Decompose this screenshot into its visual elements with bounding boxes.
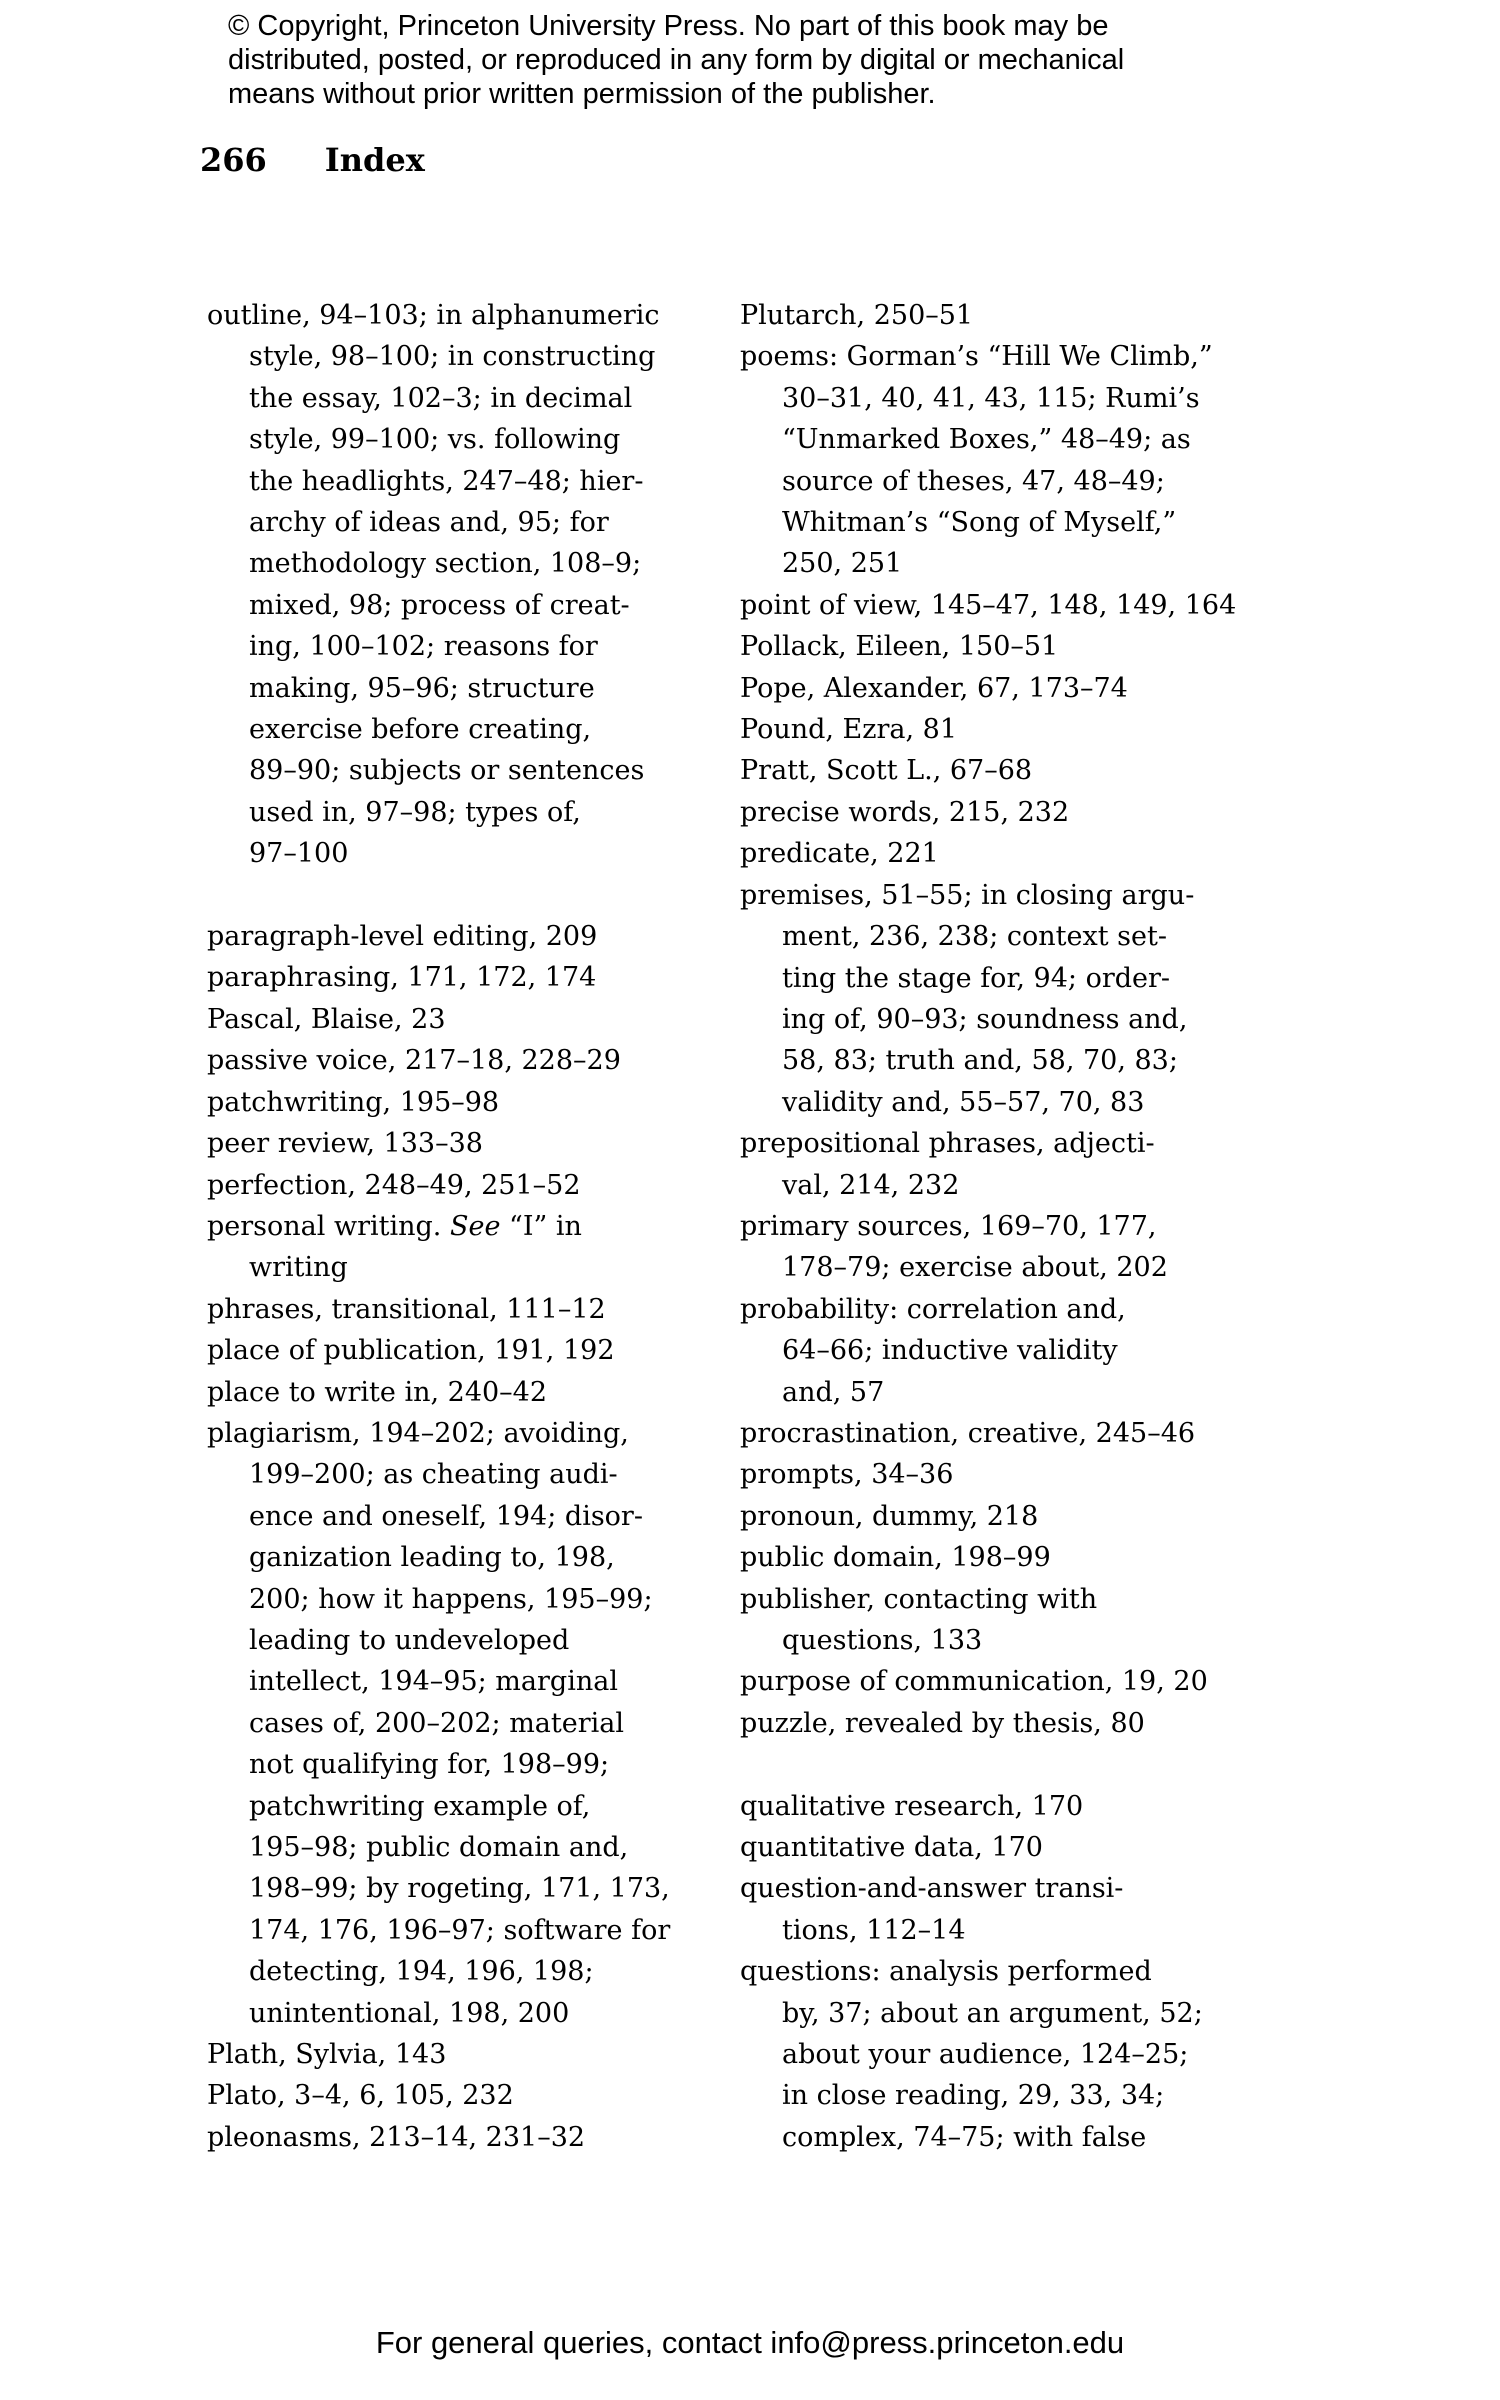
index-entry-line: puzzle, revealed by thesis, 80 <box>740 1707 1145 1739</box>
index-entry-line: purpose of communication, 19, 20 <box>740 1666 1208 1698</box>
index-entry-line: phrases, transitional, 111–12 <box>207 1293 606 1325</box>
index-line-continuation: about your audience, 124–25; <box>782 2039 1189 2071</box>
index-line-continuation: 174, 176, 196–97; software for <box>249 1914 671 1946</box>
copyright-line: distributed, posted, or reproduced in any form by digital or mechanical <box>228 44 1125 76</box>
index-line-continuation: tions, 112–14 <box>782 1914 966 1946</box>
index-entry-line: Pollack, Eileen, 150–51 <box>740 631 1059 663</box>
index-entry-line: Pound, Ezra, 81 <box>740 714 958 746</box>
index-entry-line: Plato, 3–4, 6, 105, 232 <box>207 2080 514 2112</box>
index-entry-line: outline, 94–103; in alphanumeric <box>207 300 660 331</box>
index-entry-line: prompts, 34–36 <box>740 1459 954 1491</box>
index-entry-line: predicate, 221 <box>740 838 939 870</box>
index-line-continuation: validity and, 55–57, 70, 83 <box>782 1086 1145 1118</box>
index-line-continuation: ting the stage for, 94; order- <box>782 962 1171 994</box>
page-title: Index <box>324 141 425 179</box>
index-entry-line: Pratt, Scott L., 67–68 <box>740 755 1033 787</box>
index-entry-line: quantitative data, 170 <box>740 1832 1043 1864</box>
index-entry-line: Pope, Alexander, 67, 173–74 <box>740 672 1128 704</box>
index-line-continuation: 195–98; public domain and, <box>249 1832 629 1864</box>
index-entry-line: peer review, 133–38 <box>207 1128 483 1160</box>
index-line-continuation: exercise before creating, <box>249 714 592 746</box>
index-entry-line: questions: analysis performed <box>740 1956 1152 1988</box>
index-entry-line: qualitative research, 170 <box>740 1790 1084 1822</box>
index-entry-line: passive voice, 217–18, 228–29 <box>207 1045 621 1077</box>
index-line-continuation: 58, 83; truth and, 58, 70, 83; <box>782 1045 1178 1077</box>
index-entry-line: place of publication, 191, 192 <box>207 1335 615 1367</box>
index-line-continuation: ence and oneself, 194; disor- <box>249 1500 643 1532</box>
index-entry-line: point of view, 145–47, 148, 149, 164 <box>740 589 1237 621</box>
index-line-continuation: by, 37; about an argument, 52; <box>782 1997 1203 2029</box>
index-entry-line: pleonasms, 213–14, 231–32 <box>207 2121 586 2153</box>
index-line-continuation: detecting, 194, 196, 198; <box>249 1956 594 1988</box>
index-line-continuation: the headlights, 247–48; hier- <box>249 465 644 497</box>
index-line-continuation: 97–100 <box>249 838 349 870</box>
index-line-continuation: and, 57 <box>782 1376 885 1408</box>
index-line-continuation: mixed, 98; process of creat- <box>249 589 630 621</box>
index-line-continuation: source of theses, 47, 48–49; <box>782 465 1165 497</box>
index-entry-line: question-and-answer transi- <box>740 1873 1124 1905</box>
index-line-continuation: style, 98–100; in constructing <box>249 341 656 373</box>
index-line-continuation: 199–200; as cheating audi- <box>249 1459 618 1491</box>
index-line-continuation: style, 99–100; vs. following <box>249 424 621 456</box>
index-entry-line: premises, 51–55; in closing argu- <box>740 879 1195 911</box>
index-line-continuation: 178–79; exercise about, 202 <box>782 1252 1168 1284</box>
index-line-continuation: 89–90; subjects or sentences <box>249 755 645 787</box>
index-entry-line: precise words, 215, 232 <box>740 796 1070 828</box>
index-right-column <box>740 295 1360 2158</box>
index-entry-line: place to write in, 240–42 <box>207 1376 548 1408</box>
index-line-continuation: making, 95–96; structure <box>249 672 595 704</box>
index-line-continuation: writing <box>249 1252 348 1284</box>
index-entry-line: procrastination, creative, 245–46 <box>740 1417 1196 1449</box>
index-line-continuation: unintentional, 198, 200 <box>249 1997 570 2029</box>
index-line-continuation: val, 214, 232 <box>782 1169 960 1201</box>
index-entry-line: primary sources, 169–70, 177, <box>740 1210 1157 1242</box>
index-line-continuation: 64–66; inductive validity <box>782 1335 1118 1367</box>
index-entry-line: public domain, 198–99 <box>740 1542 1051 1574</box>
index-entry-line: personal writing. See “I” in <box>207 1210 582 1242</box>
index-left-column <box>207 295 740 2158</box>
index-line-continuation: the essay, 102–3; in decimal <box>249 382 633 414</box>
index-entry-line: Plath, Sylvia, 143 <box>207 2039 447 2071</box>
index-line-continuation: patchwriting example of, <box>249 1790 591 1822</box>
page-number: 266 <box>200 141 267 179</box>
index-entry-line: Plutarch, 250–51 <box>740 300 974 331</box>
index-line-continuation: Whitman’s “Song of Myself,” <box>782 507 1177 539</box>
index-line-continuation: leading to undeveloped <box>249 1624 570 1656</box>
index-line-continuation: questions, 133 <box>782 1625 983 1656</box>
index-line-continuation: ganization leading to, 198, <box>249 1542 615 1574</box>
index-line-continuation: 250, 251 <box>782 548 903 580</box>
index-line-continuation: ing of, 90–93; soundness and, <box>782 1003 1188 1035</box>
index-line-continuation: ment, 236, 238; context set- <box>782 921 1167 953</box>
index-line-continuation: 30–31, 40, 41, 43, 115; Rumi’s <box>782 382 1200 414</box>
index-entry-line: poems: Gorman’s “Hill We Climb,” <box>740 341 1213 373</box>
page-header <box>200 141 425 179</box>
index-entry-line: pronoun, dummy, 218 <box>740 1500 1039 1532</box>
index-entry-line: Pascal, Blaise, 23 <box>207 1003 446 1035</box>
footer-contact: For general queries, contact info@press.princeton.edu <box>375 2325 1125 2360</box>
paragraph-gap <box>740 1744 1360 1785</box>
index-line-continuation: methodology section, 108–9; <box>249 548 642 580</box>
index-line-continuation: archy of ideas and, 95; for <box>249 507 609 539</box>
index-entry-line: perfection, 248–49, 251–52 <box>207 1169 581 1201</box>
index-line-continuation: cases of, 200–202; material <box>249 1707 624 1739</box>
index-line-continuation: ing, 100–102; reasons for <box>249 631 598 663</box>
index-line-continuation: not qualifying for, 198–99; <box>249 1749 610 1781</box>
index-entry-line: publisher, contacting with <box>740 1583 1098 1615</box>
index-entry-line: prepositional phrases, adjecti- <box>740 1128 1155 1160</box>
index-entry-line: plagiarism, 194–202; avoiding, <box>207 1417 629 1449</box>
index-entry-line: paragraph-level editing, 209 <box>207 921 598 953</box>
index-line-continuation: in close reading, 29, 33, 34; <box>782 2080 1165 2112</box>
index-entry-line: patchwriting, 195–98 <box>207 1086 500 1118</box>
index-line-continuation: complex, 74–75; with false <box>782 2121 1147 2153</box>
copyright-line: © Copyright, Princeton University Press. No part of this book may be <box>228 10 1109 42</box>
index-line-continuation: 198–99; by rogeting, 171, 173, <box>249 1873 670 1905</box>
paragraph-gap <box>207 875 740 916</box>
index-line-continuation: used in, 97–98; types of, <box>249 796 581 828</box>
index-entry-line: paraphrasing, 171, 172, 174 <box>207 962 597 994</box>
index-line-continuation: “Unmarked Boxes,” 48–49; as <box>782 424 1191 456</box>
copyright-line: means without prior written permission of the publisher. <box>228 78 936 110</box>
copyright-notice <box>228 9 1124 111</box>
index-line-continuation: 200; how it happens, 195–99; <box>249 1583 653 1615</box>
index-line-continuation: intellect, 194–95; marginal <box>249 1666 618 1698</box>
index-entry-line: probability: correlation and, <box>740 1293 1126 1325</box>
